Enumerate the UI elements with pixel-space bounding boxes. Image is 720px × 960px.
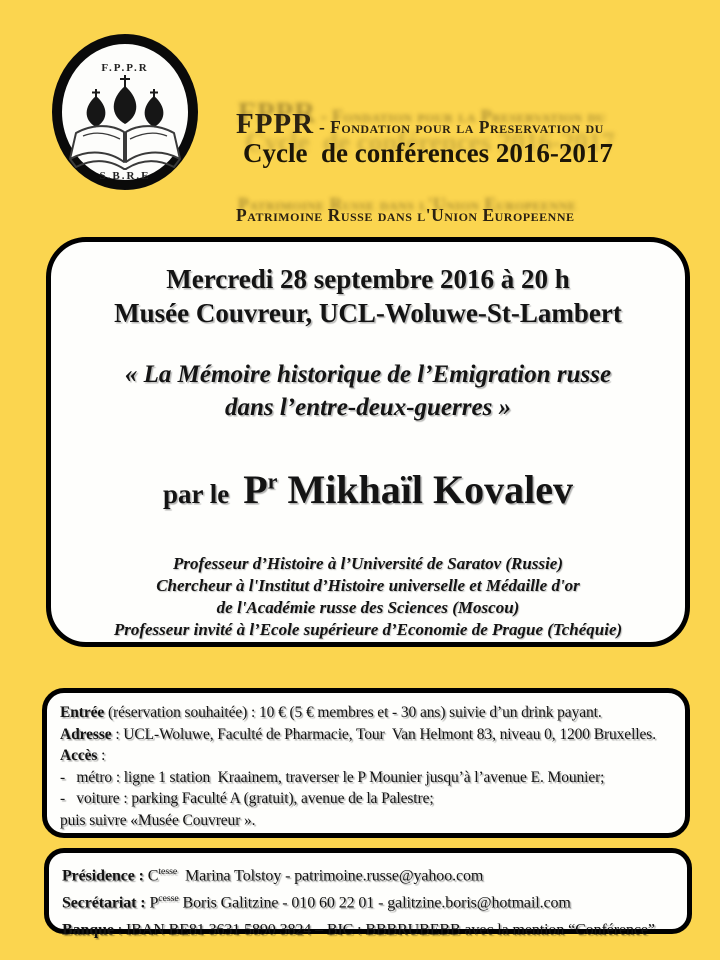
speaker-title-sup: r	[267, 468, 278, 494]
event-venue: Musée Couvreur, UCL-Woluwe-St-Lambert	[114, 298, 622, 328]
banque-label: Banque	[62, 920, 114, 938]
credential-line: de l'Académie russe des Sciences (Moscou)	[216, 598, 520, 617]
secretariat-sup: cesse	[158, 892, 179, 904]
contact-card	[44, 848, 692, 938]
address-text: : UCL-Woluwe, Faculté de Pharmacie, Tour Van Helmont 83, niveau 0, 1200 Bruxelles.	[111, 725, 656, 743]
car-text: - voiture : parking Faculté A (gratuit), avenue de la Palestre;	[60, 790, 434, 807]
speaker-credentials	[51, 553, 685, 641]
speaker-title-initial: P	[243, 467, 268, 512]
secretariat-line	[62, 888, 674, 915]
follow-line	[60, 810, 672, 832]
access-line	[60, 745, 672, 767]
access-text: :	[97, 747, 106, 764]
credential-line: Chercheur à l'Institut d’Histoire universelle et Médaille d'or	[156, 576, 580, 595]
event-date-block	[51, 262, 685, 330]
presidence-text: Marina Tolstoy - patrimoine.russe@yahoo.com	[177, 867, 484, 885]
org-separator: -	[314, 117, 331, 137]
logo-graphic	[50, 34, 200, 190]
talk-title-line2: dans l’entre-deux-guerres »	[224, 394, 512, 421]
secretariat-text: Boris Galitzine - 010 60 22 01 - galitzine.boris@hotmail.com	[178, 894, 571, 912]
presidence-pre: C	[143, 867, 159, 885]
secretariat-pre: P	[145, 894, 159, 912]
credential-line: Professeur invité à l’Ecole supérieure d’Economie de Prague (Tchéquie)	[113, 620, 623, 639]
access-label: Accès	[60, 747, 98, 764]
org-abbr: FPPR	[236, 108, 315, 140]
contact-card-content	[49, 853, 687, 949]
metro-line	[60, 767, 672, 789]
speaker-line	[51, 466, 685, 513]
event-date: Mercredi 28 septembre 2016 à 20 h	[166, 264, 570, 294]
cycle-title: Cycle de conférences 2016-2017	[243, 138, 613, 168]
org-name-part1: Fondation pour la Preservation du	[330, 117, 604, 137]
entry-text: (réservation souhaitée) : 10 € (5 € membres et - 30 ans) suivie d’un drink payant.	[104, 704, 602, 721]
info-card	[42, 688, 690, 838]
info-card-content	[47, 693, 685, 840]
secretariat-label: Secrétariat :	[62, 894, 146, 912]
fppr-logo	[50, 34, 200, 190]
logo-bottom-label: S.B.R.E	[99, 170, 151, 182]
entry-line	[60, 702, 672, 724]
event-card	[46, 237, 690, 647]
speaker-name: Mikhaïl Kovalev	[287, 467, 574, 512]
address-line	[60, 724, 672, 746]
entry-label: Entrée	[60, 704, 105, 721]
speaker-title	[243, 467, 277, 512]
talk-title	[51, 358, 685, 424]
credential-line: Professeur d’Histoire à l’Université de Saratov (Russie)	[172, 554, 564, 573]
metro-text: - métro : ligne 1 station Kraainem, traverser le P Mounier jusqu’à l’avenue E. Mounier;	[60, 768, 605, 786]
car-line	[60, 788, 672, 810]
org-name-part2: Patrimoine Russe dans l'Union Europeenne	[236, 205, 575, 225]
presidence-line	[62, 861, 674, 888]
presidence-sup: tesse	[158, 866, 178, 877]
address-label: Adresse	[60, 725, 112, 743]
speaker-intro: par le	[162, 479, 230, 509]
follow-text: puis suivre «Musée Couvreur ».	[60, 811, 256, 829]
presidence-label: Présidence :	[62, 867, 144, 885]
banque-line	[62, 915, 674, 942]
talk-title-line1: « La Mémoire historique de l’Emigration russe	[124, 361, 612, 388]
logo-top-label: F.P.P.R	[101, 62, 149, 74]
banque-text: : IBAN BE81 3631 5890 3824 – BIC : BBBRUBEBB avec la mention “Conférence”	[113, 920, 655, 938]
